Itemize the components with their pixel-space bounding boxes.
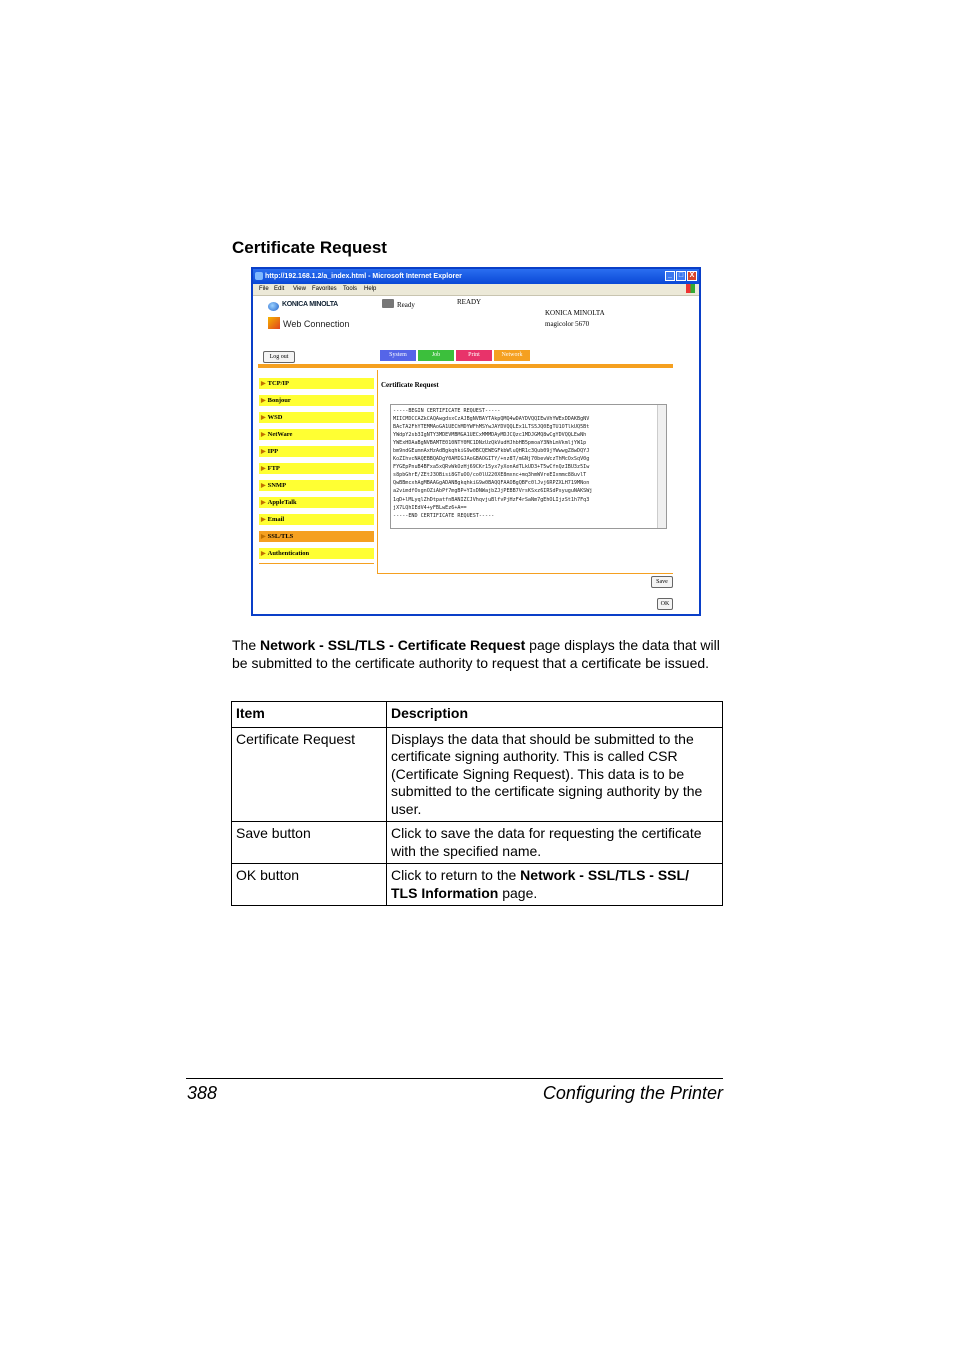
window-title: http://192.168.1.2/a_index.html - Microsoft Internet Explorer bbox=[265, 273, 462, 280]
table-header-row bbox=[232, 702, 723, 728]
menu-tools[interactable]: Tools bbox=[343, 286, 358, 292]
header-divider bbox=[258, 364, 673, 368]
window-titlebar bbox=[253, 269, 699, 284]
status-ready: Ready bbox=[397, 301, 415, 309]
logout-button[interactable]: Log out bbox=[263, 351, 295, 363]
sidebar-item-ssl-tls[interactable]: ▶ SSL/TLS bbox=[259, 531, 374, 542]
arrow-right-icon: ▶ bbox=[261, 415, 266, 421]
table-header-description: Description bbox=[387, 702, 723, 728]
arrow-right-icon: ▶ bbox=[261, 500, 266, 506]
table-header-item: Item bbox=[232, 702, 387, 728]
pagescope-logo-icon bbox=[268, 317, 280, 329]
sidebar-item-appletalk[interactable]: ▶ AppleTalk bbox=[259, 497, 374, 508]
arrow-right-icon: ▶ bbox=[261, 517, 266, 523]
section-title: Certificate Request bbox=[232, 238, 387, 257]
csr-text: -----BEGIN CERTIFICATE REQUEST----- MIICMDCCAZkCAQAwgdsxCzAJBgNVBAYTAkpQMQ4wDAYDVQQIEwVhYWExDDAKBgNV BAcTA2FhYTEMMAoGA1UEChMDYWFhMSYwJAYDVQQLEx1LTS5JQ0EgTU1OTlkUQ5Bt YWdpY2sb3IgNTY3MDEVMBMGA1UECxMMMDAyMDJCQzc1MDJGMQ8wCgYDVQQLEwNh YWExHDAaBgNVBAMTE010NTY0MC1DNzUzQkVudHJhbHB5pmoaY3NhLmVkmljYW1p bm9ndGEumnAxHzAdBgkqhkiG9w0BCQEWEGFkbWluQHR1c3Qub09jYWwwgZ8wDQYJ KoZIhvcNAQEBBQADgY0AMIGJAoGBAOGITY/+nz8T/mGNj70bevWczThMcOxSqV0g FYGEpPnuB4BFxa5xQRvWkOzHj69CKr15yx7yXonAdTLkUD3+T5wCfnQzIBU3z5Iw s8pbGhrE/ZEtJ3OBisi8GTuOO/co0lU220XE8mxnc+mq3hmWVreEIxmmc88uvlT QwBBmcxhAgMBAAGgADANBgkqhkiG9w0BAQQFAAOBgQBFc0lJvj6RPZXLH719MNon a2vimdfOsgnOZiAbPf7mgBP+YIsDNWajbZJjPEBB7VrsKSxz6IRSdPsyuguNAKSWj 1qD+lMLyqlZhDtpatfnBANIZCJVhqvjuBlfvPjHzF4rSaNm7gEhOLIjzSt1h7Fq3 jX7LQhIEdV4+yFBLwEz6+A== -----END CERTIFICATE REQUEST----- bbox=[393, 408, 593, 519]
ie-icon bbox=[255, 272, 263, 280]
description-paragraph: The Network - SSL/TLS - Certificate Request page displays the data that will be submitted to the certificate authority to request that a certificate be issued. bbox=[232, 637, 720, 671]
maximize-icon[interactable]: □ bbox=[676, 271, 686, 281]
table-row bbox=[232, 727, 723, 822]
content-bottom-divider bbox=[377, 573, 673, 574]
sidebar-divider bbox=[259, 563, 374, 564]
arrow-right-icon: ▶ bbox=[261, 432, 266, 438]
arrow-right-icon: ▶ bbox=[261, 449, 266, 455]
arrow-right-icon: ▶ bbox=[261, 466, 266, 472]
menu-bar bbox=[253, 284, 699, 296]
sidebar-item-bonjour[interactable]: ▶ Bonjour bbox=[259, 395, 374, 406]
browser-screenshot bbox=[251, 267, 701, 616]
table-cell-description: Click to save the data for requesting the certificate with the specified name. bbox=[387, 822, 723, 864]
table-cell-item: OK button bbox=[232, 864, 387, 906]
tab-system[interactable]: System bbox=[380, 350, 416, 361]
menu-favorites[interactable]: Favorites bbox=[312, 286, 337, 292]
menu-view[interactable]: View bbox=[293, 286, 306, 292]
table-row bbox=[232, 864, 723, 906]
menu-file[interactable]: File bbox=[259, 286, 269, 292]
content-title: Certificate Request bbox=[381, 381, 439, 389]
table-row bbox=[232, 822, 723, 864]
ok-button[interactable]: OK bbox=[657, 598, 673, 610]
close-icon[interactable]: X bbox=[687, 271, 697, 281]
arrow-right-icon: ▶ bbox=[261, 483, 266, 489]
arrow-right-icon: ▶ bbox=[261, 534, 266, 540]
content-divider bbox=[377, 370, 378, 573]
arrow-right-icon: ▶ bbox=[261, 398, 266, 404]
arrow-right-icon: ▶ bbox=[261, 381, 266, 387]
sidebar-item-ipp[interactable]: ▶ IPP bbox=[259, 446, 374, 457]
page-number: 388 bbox=[187, 1083, 218, 1103]
tab-network[interactable]: Network bbox=[494, 350, 530, 361]
footer-rule bbox=[186, 1078, 723, 1079]
konica-minolta-logo-icon bbox=[268, 302, 279, 311]
csr-textarea[interactable] bbox=[390, 404, 667, 529]
sidebar-item-email[interactable]: ▶ Email bbox=[259, 514, 374, 525]
save-button[interactable]: Save bbox=[651, 576, 673, 588]
menu-edit[interactable]: Edit bbox=[274, 286, 285, 292]
table-cell-description: Displays the data that should be submitted to the certificate signing authority. This is called CSR (Certificate Signing Request). This data is to be submitted to the certificate signing authority by the user. bbox=[387, 727, 723, 822]
sidebar-item-snmp[interactable]: ▶ SNMP bbox=[259, 480, 374, 491]
info-table bbox=[231, 701, 723, 906]
table-cell-item: Save button bbox=[232, 822, 387, 864]
printer-brand: KONICA MINOLTA bbox=[545, 309, 605, 317]
printer-model: magicolor 5670 bbox=[545, 320, 590, 328]
chapter-title: Configuring the Printer bbox=[542, 1083, 723, 1103]
table-cell-description: Click to return to the Network - SSL/TLS - SSL/ TLS Information page. bbox=[387, 864, 723, 906]
printer-icon bbox=[382, 299, 394, 308]
tab-job[interactable]: Job bbox=[418, 350, 454, 361]
sidebar-item-authentication[interactable]: ▶ Authentication bbox=[259, 548, 374, 559]
status-display: READY bbox=[457, 298, 482, 306]
sidebar-item-tcpip[interactable]: ▶ TCP/IP bbox=[259, 378, 374, 389]
table-cell-item: Certificate Request bbox=[232, 727, 387, 822]
menu-help[interactable]: Help bbox=[364, 286, 377, 292]
web-connection-logo: Web Connection bbox=[283, 319, 350, 329]
scrollbar[interactable] bbox=[657, 405, 666, 528]
sidebar-item-ftp[interactable]: ▶ FTP bbox=[259, 463, 374, 474]
minimize-icon[interactable]: _ bbox=[665, 271, 675, 281]
sidebar-item-wsd[interactable]: ▶ WSD bbox=[259, 412, 374, 423]
windows-flag-icon bbox=[686, 284, 695, 293]
sidebar-item-netware[interactable]: ▶ NetWare bbox=[259, 429, 374, 440]
arrow-right-icon: ▶ bbox=[261, 551, 266, 557]
tab-print[interactable]: Print bbox=[456, 350, 492, 361]
konica-minolta-logo: KONICA MINOLTA bbox=[282, 301, 338, 308]
